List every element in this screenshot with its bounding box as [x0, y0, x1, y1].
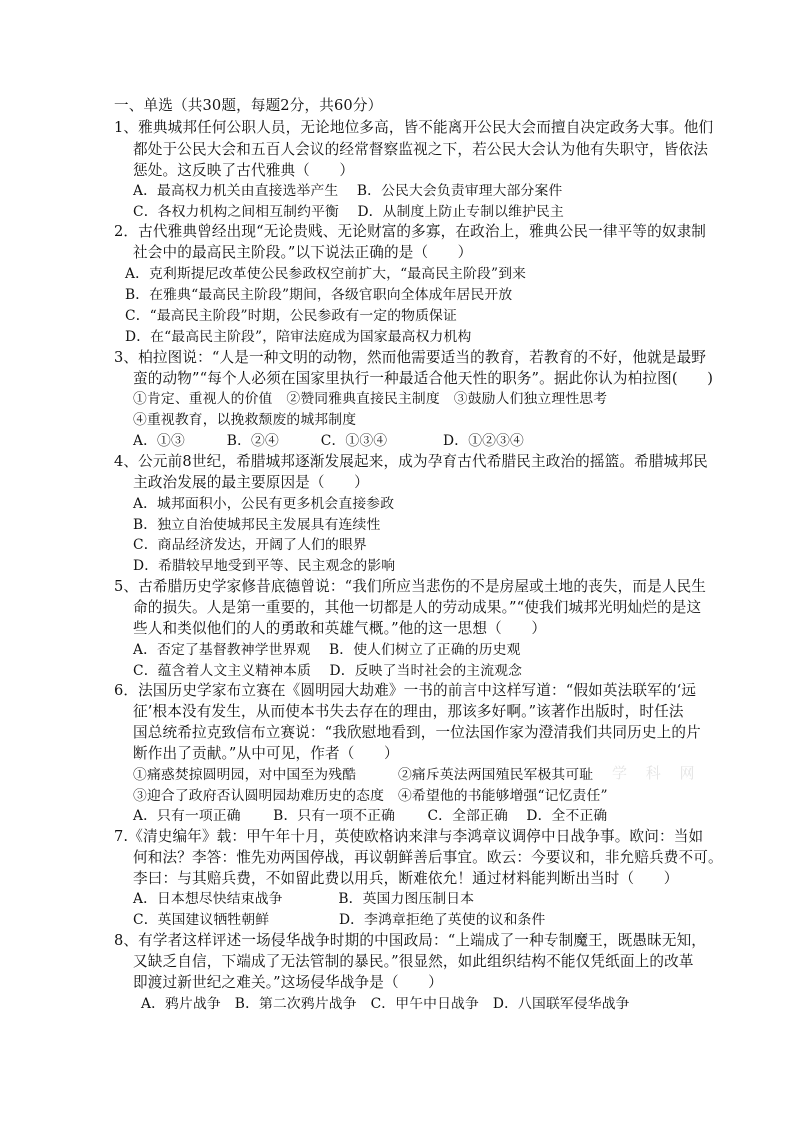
question-text: 李曰：与其赔兵费，不如留此费以用兵，断难依允！通过材料能判断出当时（ ）: [133, 870, 679, 887]
question-text: 国总统希拉克致信布立赛说：“我欣慰地看到，一位法国作家为澄清我们共同历史上的片: [133, 724, 701, 741]
question-text: 3、柏拉图说：“人是一种文明的动物，然而他需要适当的教育，若教育的不好，他就是最野: [114, 349, 707, 366]
option-line: A．克利斯提尼改革使公民参政权空前扩大，“最高民主阶段”到来: [125, 266, 527, 282]
question-text: 4、公元前8世纪，希腊城邦逐渐发展起来，成为孕育古代希腊民主政治的摇篮。希腊城邦民: [114, 453, 708, 470]
question-text: 6．法国历史学家布立赛在《圆明园大劫难》一书的前言中这样写道：“假如英法联军的‘远: [114, 682, 697, 699]
question-text: 1、雅典城邦任何公职人员，无论地位多高，皆不能离开公民大会而擅自决定政务大事。他们: [114, 119, 714, 136]
statement-line: ①痛惑焚掠圆明园，对中国至为残酷 ②痛斥英法两国殖民军极其可耻: [133, 767, 594, 783]
watermark: 学 科 网: [612, 764, 702, 782]
option-line: A．只有一项正确 B．只有一项不正确 C．全部正确 D．全不正确: [133, 808, 608, 824]
question-text: 即渡过新世纪之难关。”这场侵华战争是（ ）: [133, 974, 443, 991]
question-text: 命的损失。人是第一重要的，其他一切都是人的劳动成果。”“使我们城邦光明灿烂的是这: [133, 599, 702, 616]
question-text: 征’根本没有发生，从而使本书失去存在的理由，那该多好啊。”该著作出版时，时任法: [133, 703, 684, 720]
option-line: C．各权力机构之间相互制约平衡 D．从制度上防止专制以维护民主: [133, 204, 564, 220]
option-line: A．鸦片战争 B．第二次鸦片战争 C．甲午中日战争 D．八国联军侵华战争: [141, 996, 630, 1012]
option-line: C．蕴含着人文主义精神本质 D．反映了当时社会的主流观念: [133, 663, 523, 679]
question-text: 主政治发展的最主要原因是（ ）: [133, 474, 369, 491]
option-line: B．独立自治使城邦民主发展具有连续性: [133, 517, 381, 533]
question-text: 7.《清史编年》载：甲午年十月，英使欧格讷来津与李鸿章议调停中日战争事。欧问：当如: [114, 828, 704, 845]
question-text: 8、有学者这样评述一场侵华战争时期的中国政局：“上端成了一种专制魔王，既愚昧无知，: [114, 932, 707, 949]
option-line: C．“最高民主阶段”时期，公民参政有一定的物质保证: [125, 308, 457, 324]
statement-line: ③迎合了政府否认圆明园劫难历史的态度 ④希望他的书能够增强“记忆责任”: [133, 788, 608, 804]
question-text: 些人和类似他们的人的勇敢和英雄气概。”他的这一思想（ ）: [133, 620, 547, 637]
question-text: 惩处。这反映了古代雅典（ ）: [133, 162, 355, 179]
option-line: D．在“最高民主阶段”，陪审法庭成为国家最高权力机构: [125, 329, 472, 345]
question-text: 2．古代雅典曾经出现“无论贵贱、无论财富的多寡，在政治上，雅典公民一律平等的奴隶制: [114, 223, 707, 240]
option-line: A．日本想尽快结束战争 B．英国力图压制日本: [133, 891, 475, 907]
section-title: 一、单选（共30题，每题2分，共60分）: [114, 97, 383, 114]
option-line: D．希腊较早地受到平等、民主观念的影响: [133, 558, 396, 574]
question-text: 都处于公民大会和五百人会议的经常督察监视之下，若公民大会认为他有失职守，皆依法: [133, 141, 709, 158]
option-line: C．英国建议牺牲朝鲜 D．李鸿章拒绝了英使的议和条件: [133, 912, 546, 928]
option-line: C．商品经济发达，开阔了人们的眼界: [133, 537, 367, 553]
option-line: B．在雅典“最高民主阶段”期间，各级官职向全体成年居民开放: [125, 287, 513, 303]
statement-line: ①肯定、重视人的价值 ②赞同雅典直接民主制度 ③鼓励人们独立理性思考: [133, 391, 608, 407]
question-text: 又缺乏自信，下端成了无法管制的暴民。”很显然，如此组织结构不能仅凭纸面上的改革: [133, 953, 694, 970]
question-text: 社会中的最高民主阶段。”以下说法正确的是（ ）: [133, 244, 473, 261]
question-text: 5、古希腊历史学家修昔底德曾说：“我们所应当悲伤的不是房屋或土地的丧失，而是人民生: [114, 578, 707, 595]
statement-line: ④重视教育，以挽救颓废的城邦制度: [133, 412, 357, 428]
question-text: 断作出了贡献。”从中可见，作者（ ）: [133, 745, 399, 762]
option-line: A．否定了基督教神学世界观 B．使人们树立了正确的历史观: [133, 642, 521, 658]
option-line: A．城邦面积小，公民有更多机会直接参政: [133, 496, 395, 512]
option-line: A．①③ B．②④ C．①③④ D．①②③④: [133, 433, 524, 449]
option-line: A．最高权力机关由直接选举产生 B．公民大会负责审理大部分案件: [133, 183, 563, 199]
question-text: 蛮的动物”“每个人必须在国家里执行一种最适合他天性的职务”。据此你认为柏拉图( ): [133, 370, 714, 387]
question-text: 何和法？李答：惟先劝两国停战，再议朝鲜善后事宜。欧云：今要议和，非允赔兵费不可。: [133, 849, 723, 866]
